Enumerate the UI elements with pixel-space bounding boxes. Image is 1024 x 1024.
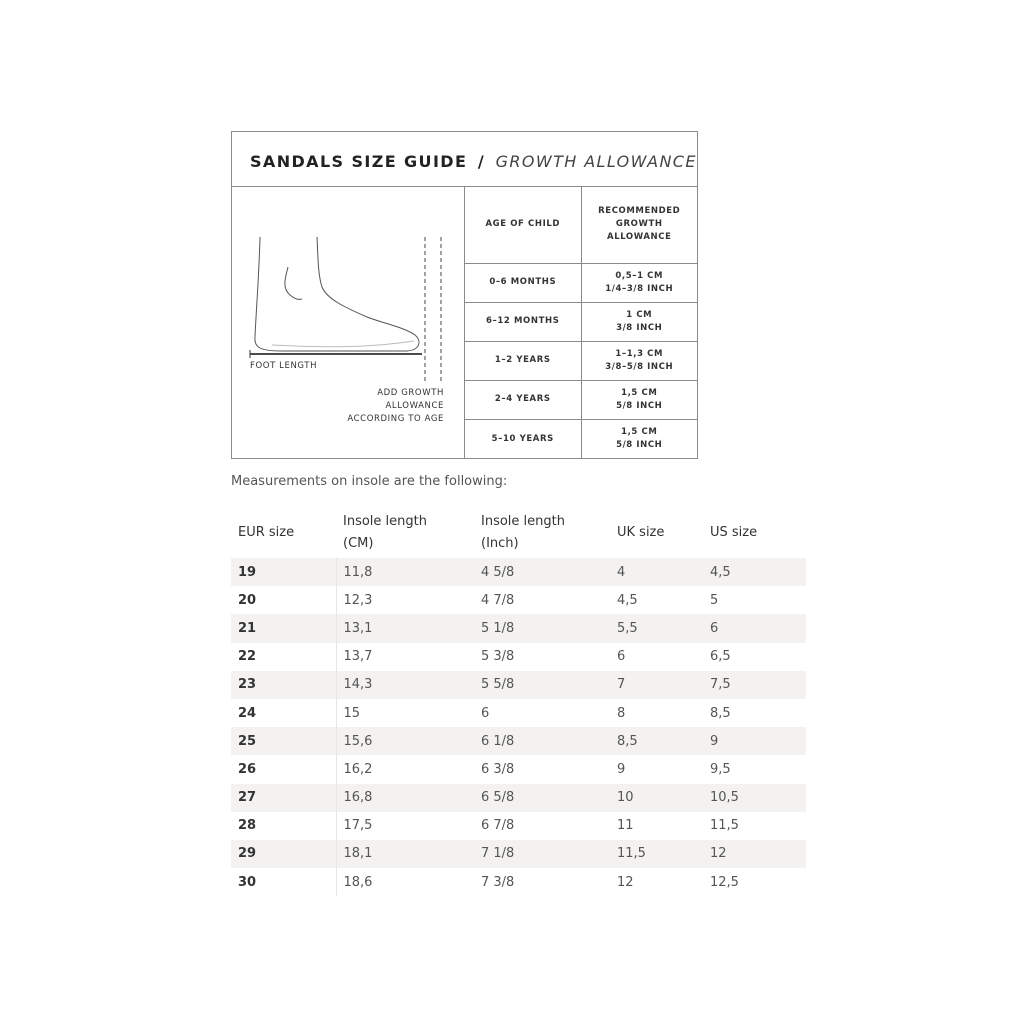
add-growth-label <box>314 387 444 426</box>
us-size-cell: 12 <box>703 840 806 868</box>
insole-cm-cell: 17,5 <box>343 818 373 834</box>
insole-cm-cell: 16,2 <box>343 761 373 777</box>
us-size-cell: 11,5 <box>710 818 739 834</box>
insole-inch-cell: 6 <box>481 705 490 721</box>
guide-title-text: SANDALS SIZE GUIDE <box>250 152 468 171</box>
insole-cm-cell: 15,6 <box>336 727 474 755</box>
foot-illustration <box>232 187 465 458</box>
age-header: AGE OF CHILD <box>465 187 581 263</box>
eur-size-header: EUR size <box>238 525 295 540</box>
us-size-cell: 9,5 <box>710 761 731 777</box>
table-row <box>231 614 806 642</box>
allowance-cell: 1,5 CM 5/8 INCH <box>581 420 697 458</box>
eur-size-cell: 19 <box>231 558 336 586</box>
us-size-cell: 9 <box>703 727 806 755</box>
insole-cm-cell: 16,8 <box>336 784 474 812</box>
table-row <box>231 699 806 727</box>
eur-size-cell: 28 <box>231 812 336 840</box>
size-guide-panel <box>231 131 698 459</box>
table-row <box>231 643 806 671</box>
insole-inch-header: Insole length (Inch) <box>481 514 565 551</box>
uk-size-cell: 5,5 <box>610 614 703 642</box>
eur-size-cell: 29 <box>231 840 336 868</box>
insole-cm-cell: 11,8 <box>336 558 474 586</box>
table-row <box>465 263 697 302</box>
age-cell: 5–10 YEARS <box>465 420 581 458</box>
add-growth-line: ACCORDING TO AGE <box>347 414 444 424</box>
uk-size-cell: 6 <box>617 649 626 665</box>
table-row <box>465 380 697 419</box>
table-row <box>231 812 806 840</box>
table-row <box>231 784 806 812</box>
eur-size-cell: 21 <box>231 614 336 642</box>
age-cell: 2–4 YEARS <box>465 380 581 419</box>
insole-inch-cell: 5 5/8 <box>474 671 610 699</box>
insole-inch-cell: 7 3/8 <box>481 874 515 890</box>
eur-size-cell: 24 <box>231 699 336 727</box>
us-size-cell: 7,5 <box>703 671 806 699</box>
age-cell: 0–6 MONTHS <box>465 263 581 302</box>
insole-cm-cell: 18,1 <box>336 840 474 868</box>
insole-cm-cell: 13,1 <box>336 614 474 642</box>
insole-cm-cell: 14,3 <box>336 671 474 699</box>
measurement-note: Measurements on insole are the following: <box>231 474 508 489</box>
guide-subtitle-text: GROWTH ALLOWANCE <box>495 152 697 171</box>
us-size-header: US size <box>710 525 758 540</box>
insole-cm-cell: 18,6 <box>343 874 373 890</box>
insole-cm-cell: 15 <box>343 705 361 721</box>
table-row <box>231 671 806 699</box>
uk-size-cell: 12 <box>617 874 634 890</box>
insole-inch-cell: 6 1/8 <box>474 727 610 755</box>
insole-inch-cell: 5 1/8 <box>474 614 610 642</box>
table-row <box>231 868 806 896</box>
us-size-cell: 4,5 <box>703 558 806 586</box>
us-size-cell: 6,5 <box>710 649 731 665</box>
insole-cm-cell: 12,3 <box>343 592 373 608</box>
allowance-header: RECOMMENDED GROWTH ALLOWANCE <box>581 187 697 263</box>
table-row <box>465 420 697 458</box>
us-size-cell: 6 <box>703 614 806 642</box>
insole-header-row <box>231 508 806 558</box>
table-header-row <box>465 187 697 263</box>
age-cell: 6–12 MONTHS <box>465 302 581 341</box>
table-row <box>231 755 806 783</box>
eur-size-cell: 25 <box>231 727 336 755</box>
uk-size-cell: 7 <box>610 671 703 699</box>
size-guide-title <box>250 152 697 171</box>
insole-inch-cell: 4 7/8 <box>481 592 515 608</box>
allowance-cell: 0,5–1 CM 1/4–3/8 INCH <box>581 263 697 302</box>
insole-cm-header: Insole length (CM) <box>343 514 427 551</box>
add-growth-line: ADD GROWTH <box>377 388 444 398</box>
uk-size-cell: 4 <box>610 558 703 586</box>
uk-size-cell: 8 <box>617 705 626 721</box>
insole-inch-cell: 6 7/8 <box>481 818 515 834</box>
add-growth-line: ALLOWANCE <box>385 401 444 411</box>
us-size-cell: 10,5 <box>703 784 806 812</box>
allowance-cell: 1–1,3 CM 3/8–5/8 INCH <box>581 341 697 380</box>
eur-size-cell: 20 <box>231 586 336 614</box>
insole-inch-cell: 4 5/8 <box>474 558 610 586</box>
table-row <box>231 558 806 586</box>
allowance-cell: 1 CM 3/8 INCH <box>581 302 697 341</box>
uk-size-cell: 11,5 <box>610 840 703 868</box>
eur-size-cell: 30 <box>231 868 336 896</box>
uk-size-cell: 9 <box>617 761 626 777</box>
uk-size-cell: 11 <box>617 818 634 834</box>
table-row <box>231 586 806 614</box>
insole-inch-cell: 6 5/8 <box>474 784 610 812</box>
eur-size-cell: 26 <box>231 755 336 783</box>
uk-size-cell: 10 <box>610 784 703 812</box>
foot-length-label: FOOT LENGTH <box>250 361 318 371</box>
insole-inch-cell: 7 1/8 <box>474 840 610 868</box>
allowance-cell: 1,5 CM 5/8 INCH <box>581 380 697 419</box>
eur-size-cell: 27 <box>231 784 336 812</box>
insole-cm-cell: 13,7 <box>343 649 373 665</box>
guide-title-separator: / <box>477 152 486 171</box>
table-row <box>231 727 806 755</box>
uk-size-cell: 8,5 <box>610 727 703 755</box>
eur-size-cell: 22 <box>231 643 336 671</box>
age-cell: 1–2 YEARS <box>465 341 581 380</box>
insole-table-body <box>231 558 806 896</box>
us-size-cell: 12,5 <box>710 874 739 890</box>
us-size-cell: 5 <box>710 592 719 608</box>
table-row <box>231 840 806 868</box>
insole-inch-cell: 5 3/8 <box>481 649 515 665</box>
growth-allowance-table <box>465 187 697 458</box>
insole-size-table <box>231 508 807 896</box>
insole-inch-cell: 6 3/8 <box>481 761 515 777</box>
uk-size-header: UK size <box>617 525 665 540</box>
us-size-cell: 8,5 <box>710 705 731 721</box>
table-row <box>465 302 697 341</box>
uk-size-cell: 4,5 <box>617 592 638 608</box>
size-guide-header <box>232 132 697 187</box>
table-row <box>465 341 697 380</box>
eur-size-cell: 23 <box>231 671 336 699</box>
